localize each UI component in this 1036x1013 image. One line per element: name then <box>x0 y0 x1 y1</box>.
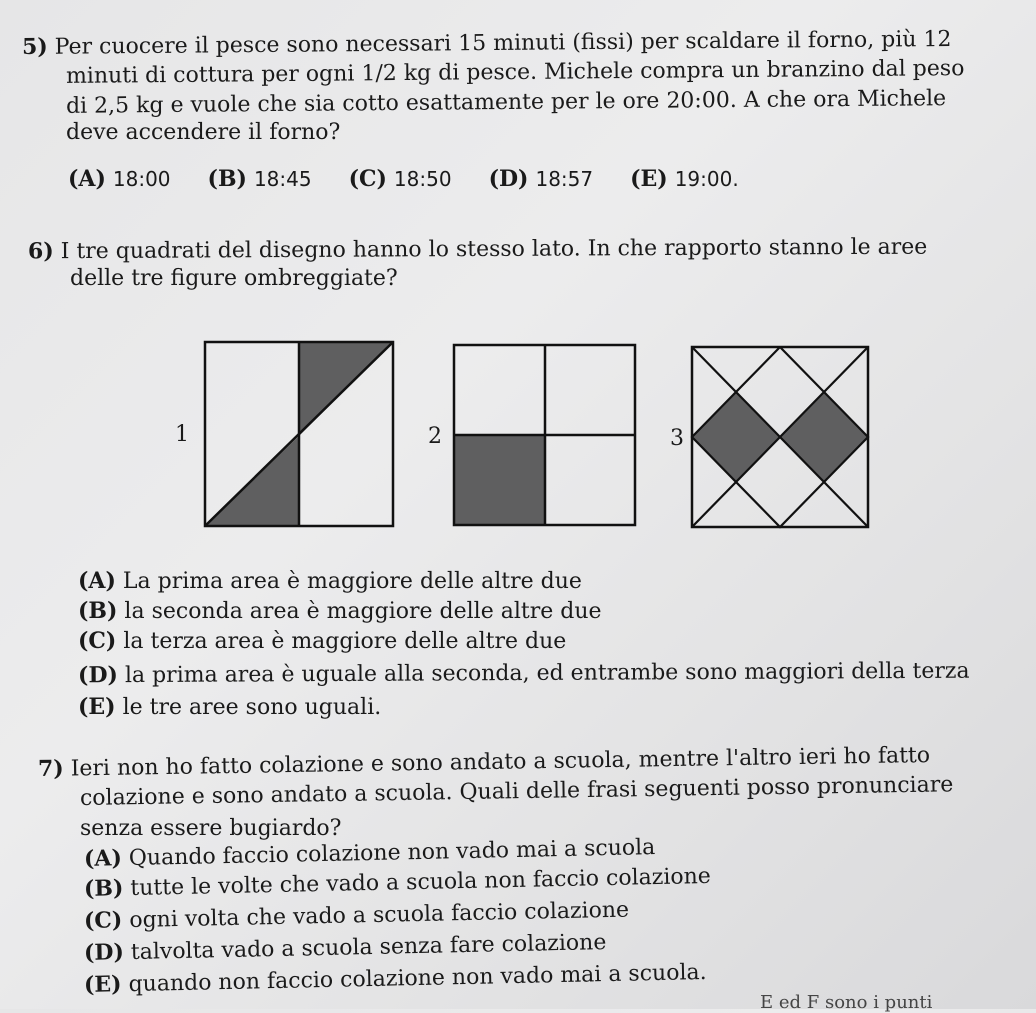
figure-3-square <box>690 345 870 529</box>
q6-option-c-text: la terza area è maggiore delle altre due <box>123 629 567 654</box>
cutoff-text: E ed F sono i punti <box>760 992 933 1013</box>
q6-option-e-letter: (E) <box>78 694 116 720</box>
q5-line-2: minuti di cottura per ogni 1/2 kg di pesce. Michele compra un branzino dal peso <box>65 56 965 89</box>
q5-line-1 <box>22 26 952 61</box>
figure-2-shaded-quadrant <box>454 435 545 525</box>
q6-option-d-letter: (D) <box>77 662 118 689</box>
figure-3-shaded-right-diamond <box>780 392 868 482</box>
q5-line-3: di 2,5 kg e vuole che sia cotto esattamente per le ore 20:00. A che ora Michele <box>65 86 947 119</box>
q6-option-c-letter: (C) <box>78 628 117 654</box>
q6-option-b-letter: (B) <box>78 598 118 624</box>
q7-option-e-letter: (E) <box>83 971 122 998</box>
figure-1-label: 1 <box>175 422 189 447</box>
q7-option-d-text: talvolta vado a scuola senza fare colazione <box>130 930 607 966</box>
q5-option-b-value: 18:45 <box>253 167 312 191</box>
q5-option-e-value: 19:00. <box>674 167 739 191</box>
q7-option-a-letter: (A) <box>83 845 123 872</box>
q7-option-a-text: Quando faccio colazione non vado mai a scuola <box>128 835 656 872</box>
q5-option-a-letter: (A) <box>68 166 106 192</box>
q6-option-e <box>78 694 381 721</box>
q6-text-1: I tre quadrati del disegno hanno lo stesso lato. In che rapporto stanno le aree <box>60 234 928 265</box>
figure-1-square <box>203 340 395 530</box>
q5-options <box>68 166 769 192</box>
q6-option-b-text: la seconda area è maggiore delle altre due <box>124 599 602 624</box>
q6-line-2: delle tre figure ombreggiate? <box>70 266 398 291</box>
q7-option-e-text: quando non faccio colazione non vado mai a scuola. <box>128 959 707 998</box>
q6-option-a-letter: (A) <box>78 568 116 594</box>
q5-option-c-value: 18:50 <box>393 167 452 191</box>
q7-number: 7) <box>37 755 64 782</box>
q6-option-a-text: La prima area è maggiore delle altre due <box>122 569 582 594</box>
figure-3-label: 3 <box>670 426 684 451</box>
q7-option-c <box>84 897 630 935</box>
q6-number: 6) <box>27 238 54 265</box>
q6-option-e-text: le tre aree sono uguali. <box>122 695 382 720</box>
q5-text-1: Per cuocere il pesce sono necessari 15 minuti (fissi) per scaldare il forno, più 12 <box>54 26 952 60</box>
q7-option-b-text: tutte le volte che vado a scuola non faccio colazione <box>130 863 712 902</box>
q6-option-b <box>78 598 602 625</box>
q7-option-d-letter: (D) <box>83 939 125 966</box>
q5-option-d-letter: (D) <box>488 166 529 192</box>
q7-text-1: Ieri non ho fatto colazione e sono andato a scuola, mentre l'altro ieri ho fatto <box>70 742 931 782</box>
q5-option-b-letter: (B) <box>207 166 247 192</box>
q7-option-b-letter: (B) <box>83 875 124 902</box>
q5-number: 5) <box>21 33 48 61</box>
q5-option-d-value: 18:57 <box>535 167 594 191</box>
q7-line-3: senza essere bugiardo? <box>80 816 342 841</box>
q7-option-c-letter: (C) <box>83 907 123 934</box>
figure-2-label: 2 <box>428 424 442 449</box>
q5-option-e-letter: (E) <box>630 166 668 192</box>
figure-2-square <box>452 343 638 529</box>
q5-option-c-letter: (C) <box>348 166 387 192</box>
q6-option-d-text: la prima area è uguale alla seconda, ed entrambe sono maggiori della terza <box>124 658 970 689</box>
q5-option-a-value: 18:00 <box>112 167 171 191</box>
q6-option-c <box>78 628 566 655</box>
q6-line-1 <box>28 234 927 266</box>
q7-option-d <box>84 929 607 967</box>
q7-line-2: colazione e sono andato a scuola. Quali delle frasi seguenti posso pronunciare <box>79 772 954 811</box>
q5-line-4: deve accendere il forno? <box>66 120 341 145</box>
q7-option-c-text: ogni volta che vado a scuola faccio colazione <box>129 897 630 934</box>
figure-3-shaded-left-diamond <box>692 392 780 482</box>
q6-option-d <box>78 658 970 690</box>
q6-option-a <box>78 568 582 595</box>
